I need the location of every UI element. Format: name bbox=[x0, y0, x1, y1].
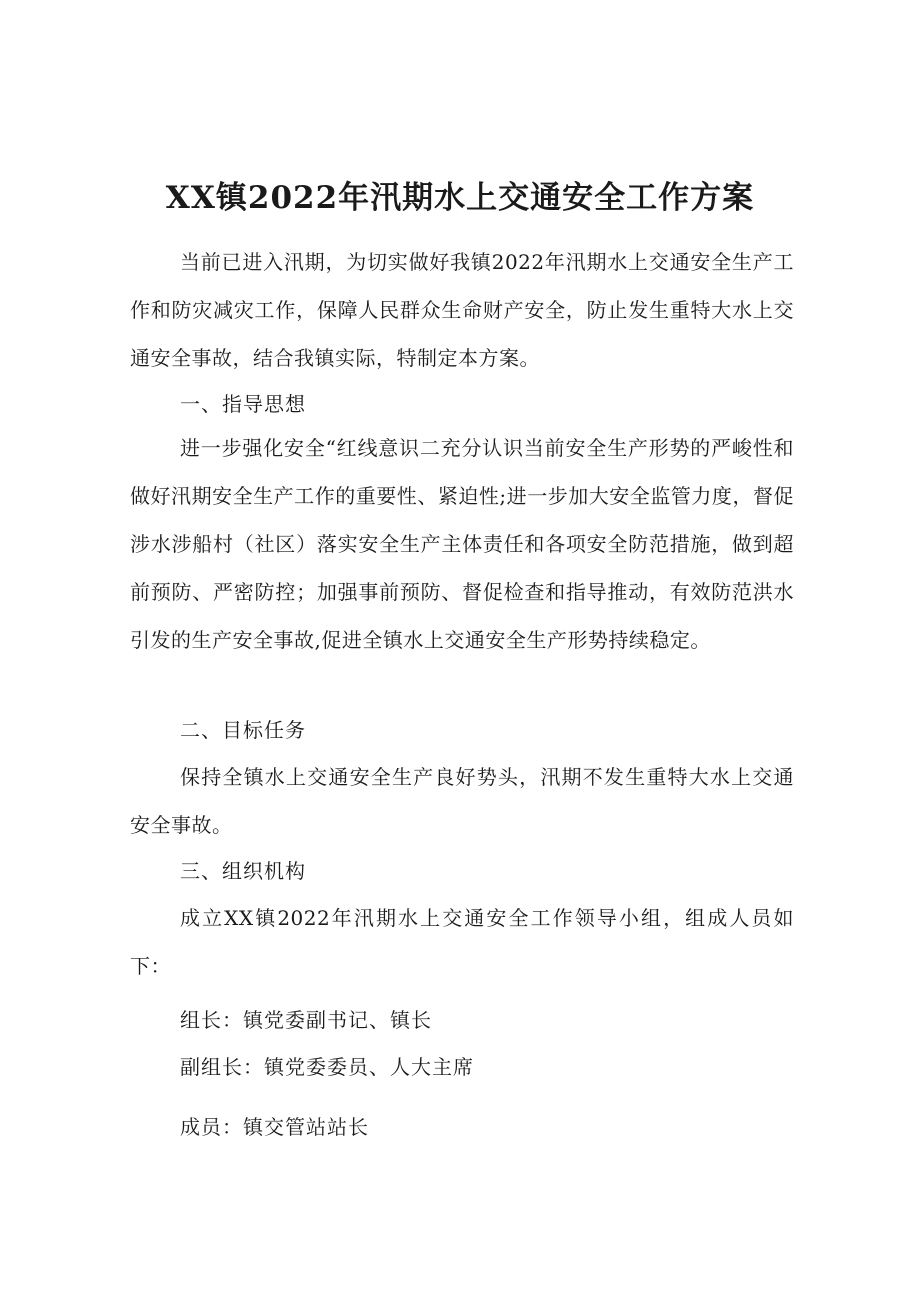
intro-paragraph: 当前已进入汛期，为切实做好我镇2022年汛期水上交通安全生产工作和防灾减灾工作，保障人民群众生命财产安全，防止发生重特大水上交通安全事故，结合我镇实际，特制定本方案。 bbox=[130, 250, 794, 370]
section-body-goals: 保持全镇水上交通安全生产良好势头，汛期不发生重特大水上交通安全事故。 bbox=[130, 765, 794, 837]
member-deputy-leader: 副组长：镇党委委员、人大主席 bbox=[180, 1055, 474, 1079]
section-heading-guiding-ideology: 一、指导思想 bbox=[180, 392, 306, 416]
section-body-guiding-ideology: 进一步强化安全“红线意识二充分认识当前安全生产形势的严峻性和做好汛期安全生产工作的重要性、紧迫性;进一步加大安全监管力度，督促涉水涉船村（社区）落实安全生产主体责任和各项安全防范措施，做到超前预防、严密防控；加强事前预防、督促检查和指导推动，有效防范洪水引发的生产安全事故,促进全镇水上交通安全生产形势持续稳定。 bbox=[130, 436, 794, 652]
section-heading-organization: 三、组织机构 bbox=[180, 859, 306, 883]
section-heading-goals: 二、目标任务 bbox=[180, 718, 306, 742]
section-body-organization: 成立XX镇2022年汛期水上交通安全工作领导小组，组成人员如下： bbox=[130, 906, 794, 978]
member-staff: 成员：镇交管站站长 bbox=[180, 1115, 369, 1139]
member-leader: 组长：镇党委副书记、镇长 bbox=[180, 1008, 432, 1032]
document-title: XX镇2022年汛期水上交通安全工作方案 bbox=[165, 180, 755, 216]
